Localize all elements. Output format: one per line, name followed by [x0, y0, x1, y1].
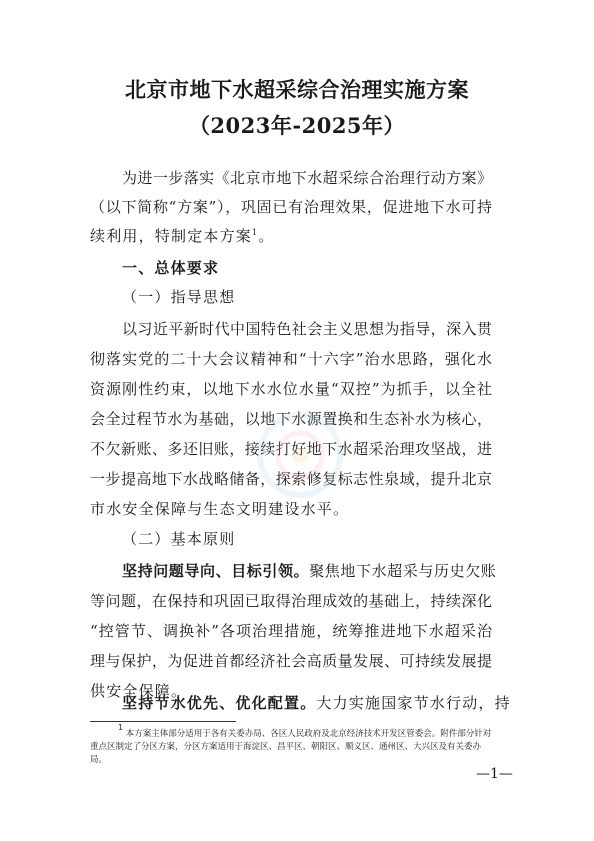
principle2-heading: 坚持节水优先、优化配置。 — [122, 694, 317, 712]
guiding-line-7: 市水安全保障与生态文明建设水平。 — [90, 500, 350, 518]
subheading-basic-principles: （二）基本原则 — [122, 530, 236, 548]
document-subtitle-years: （2023年-2025年） — [188, 113, 406, 138]
principle1-line-2: 等问题，在保持和巩固已取得治理成效的基础上，持续深化 — [90, 592, 492, 610]
section-heading-general-requirements: 一、总体要求 — [122, 259, 220, 277]
footnote-divider — [90, 721, 236, 722]
footnote-line-2: 重点区制定了分区方案，分区方案适用于海淀区、昌平区、朝阳区、顺义区、通州区、大兴区及有关委办 — [90, 742, 482, 752]
intro-line-3: 续利用，特制定本方案$^1$。 — [90, 227, 275, 245]
intro-line-1: 为进一步落实《北京市地下水超采综合治理行动方案》 — [122, 169, 492, 187]
guiding-line-1: 以习近平新时代中国特色社会主义思想为指导，深入贯 — [122, 320, 492, 338]
guiding-line-3: 资源刚性约束，以地下水水位水量“双控”为抓手，以全社 — [90, 380, 492, 398]
page-number: —1— — [476, 766, 513, 782]
guiding-line-4: 会全过程节水为基础，以地下水源置换和生态补水为核心， — [90, 410, 492, 428]
principle1-line-5: 供安全保障。 — [90, 682, 188, 700]
document-title: 北京市地下水超采综合治理实施方案 — [125, 77, 469, 102]
principle2-line-1: 坚持节水优先、优化配置。大力实施国家节水行动，持 — [122, 694, 511, 712]
footnote-ref[interactable]: 1 — [252, 228, 259, 237]
guiding-line-2: 彻落实党的二十大会议精神和“十六字”治水思路，强化水 — [90, 350, 492, 368]
principle1-line-1: 坚持问题导向、目标引领。聚焦地下水超采与历史欠账 — [122, 562, 497, 580]
footnote-line-1: $^1$ 本方案主体部分适用于各有关委办局、各区人民政府及北京经济技术开发区管委会。附件部分针对 — [118, 723, 492, 739]
principle1-line-4: 理与保护，为促进首都经济社会高质量发展、可持续发展提 — [90, 652, 492, 670]
intro-line-2: （以下简称“方案”），巩固已有治理效果，促进地下水可持 — [90, 198, 492, 216]
principle1-heading: 坚持问题导向、目标引领。 — [122, 562, 310, 580]
guiding-line-5: 不欠新账、多还旧账，接续打好地下水超采治理攻坚战，进 — [90, 440, 492, 458]
principle1-line-3: “控管节、调换补”各项治理措施，统筹推进地下水超采治 — [90, 622, 492, 640]
footnote-line-3: 局。 — [90, 755, 108, 765]
guiding-line-6: 一步提高地下水战略储备，探索修复标志性泉域，提升北京 — [90, 470, 492, 488]
subheading-guiding-thought: （一）指导思想 — [122, 288, 236, 306]
